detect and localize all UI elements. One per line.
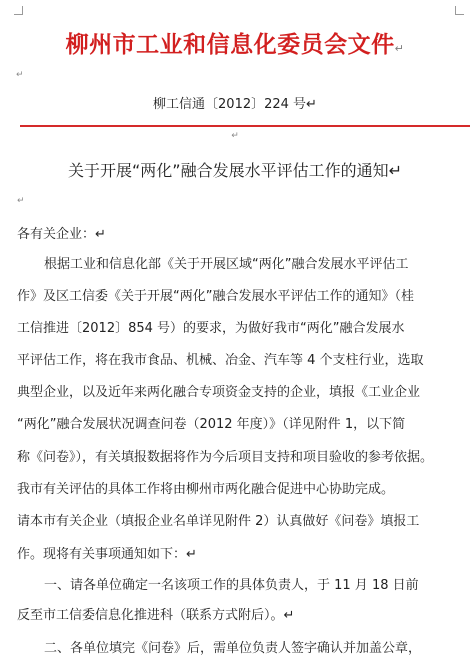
header-title-text: 柳州市工业和信息化委员会文件 [65,32,395,58]
body-line: 我市有关评估的具体工作将由柳州市两化融合促进中心协助完成。 [17,482,395,497]
body-line: 平评估工作，将在我市食品、机械、冶金、汽车等 4 个支柱行业，选取 [17,353,424,368]
body-line: 典型企业，以及近年来两化融合专项资金支持的企业，填报《工业企业 [17,385,421,400]
body-line: “两化”融合发展状况调查问卷（2012 年度）》（详见附件 1，以下简 [17,417,406,432]
salutation: 各有关企业：↵ [17,227,106,242]
body-line: 二、各单位填完《问卷》后，需单位负责人签字确认并加盖公章， [44,641,422,656]
body-line: 一、请各单位确定一名该项工作的具体负责人，于 11 月 18 日前 [44,578,419,593]
body-line: 作。现将有关事项通知如下：↵ [17,547,197,562]
paragraph-mark-icon: ↵ [16,70,24,80]
page-corner-mark-top-left [14,6,23,15]
paragraph-mark-icon: ↵ [231,131,239,141]
document-number: 柳工信通〔2012〕224 号↵ [153,97,317,112]
body-line: 根据工业和信息化部《关于开展区域“两化”融合发展水平评估工 [44,257,409,272]
red-divider-line [20,125,470,127]
page-corner-mark-top-right [455,6,464,15]
body-line: 称《问卷》），有关填报数据将作为今后项目支持和项目验收的参考依据。 [17,450,434,465]
document-header-title [0,26,470,59]
paragraph-mark-icon: ↵ [17,196,25,206]
paragraph-mark-icon: ↵ [394,42,405,55]
body-line: 作》及区工信委《关于开展“两化”融合发展水平评估工作的通知》（桂 [17,289,414,304]
body-line: 反至市工信委信息化推进科（联系方式附后）。↵ [17,608,295,623]
body-line: 请本市有关企业（填报企业名单详见附件 2）认真做好《问卷》填报工 [17,514,420,529]
body-line: 工信推进〔2012〕854 号）的要求，为做好我市“两化”融合发展水 [17,321,405,336]
notice-title: 关于开展“两化”融合发展水平评估工作的通知↵ [68,161,402,180]
